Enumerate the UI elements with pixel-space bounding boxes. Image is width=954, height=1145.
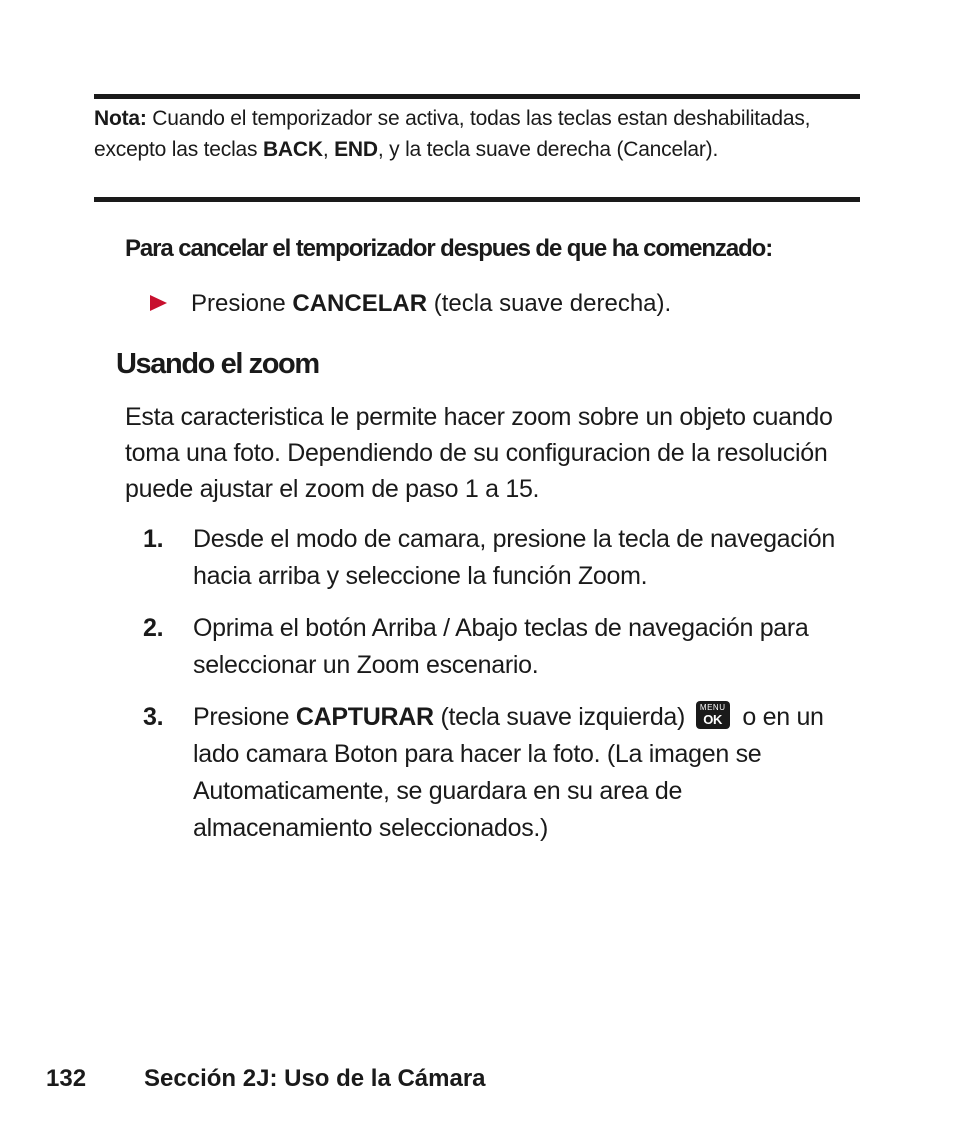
menu-key-top: MENU bbox=[699, 703, 726, 713]
section-title: Sección 2J: Uso de la Cámara bbox=[144, 1065, 486, 1092]
step-number: 2. bbox=[143, 614, 164, 642]
step-1 bbox=[143, 521, 860, 595]
cancel-bullet-prefix: Presione bbox=[191, 290, 293, 317]
note-key-end: END bbox=[334, 138, 378, 161]
zoom-heading: Usando el zoom bbox=[116, 348, 319, 380]
step-number: 3. bbox=[143, 703, 164, 731]
note-text-1: Cuando el temporizador se activa, todas las teclas estan deshabilitadas, excepto las teclas bbox=[94, 107, 811, 161]
page-footer bbox=[46, 1062, 486, 1096]
step-3-key: CAPTURAR bbox=[295, 703, 434, 731]
step-3-middle: (tecla suave izquierda) bbox=[433, 703, 692, 731]
step-3-prefix: Presione bbox=[193, 703, 296, 731]
cancel-bullet bbox=[150, 287, 671, 321]
menu-ok-key-icon bbox=[696, 701, 730, 729]
zoom-intro: Esta caracteristica le permite hacer zoom sobre un objeto cuando toma una foto. Dependiendo de su configuracion de la resolución puede ajustar el zoom de paso 1 a 15. bbox=[125, 403, 833, 503]
step-3-suffix: o en un lado camara Boton para hacer la foto. (La imagen se Automaticamente, se guardara en su area de almacenamiento seleccionados.) bbox=[193, 703, 824, 842]
step-text: Desde el modo de camara, presione la tecla de navegación hacia arriba y seleccione la función Zoom. bbox=[193, 525, 835, 590]
note-key-back: BACK bbox=[262, 138, 323, 161]
step-text bbox=[193, 699, 860, 847]
step-number: 1. bbox=[143, 525, 164, 553]
step-2 bbox=[143, 610, 860, 684]
cancel-bullet-key: CANCELAR bbox=[292, 290, 428, 317]
page-number: 132 bbox=[46, 1065, 87, 1092]
menu-key-bottom: OK bbox=[703, 712, 723, 728]
note-text-2: , y la tecla suave derecha (Cancelar). bbox=[377, 138, 719, 161]
step-3 bbox=[143, 699, 860, 847]
note-separator: , bbox=[322, 138, 335, 161]
cancel-heading: Para cancelar el temporizador despues de que ha comenzado: bbox=[125, 235, 773, 262]
cancel-bullet-suffix: (tecla suave derecha). bbox=[427, 290, 672, 317]
step-text: Oprima el botón Arriba / Abajo teclas de navegación para seleccionar un Zoom escenario. bbox=[193, 614, 809, 679]
triangle-bullet-icon bbox=[150, 295, 167, 311]
note-label: Nota: bbox=[94, 107, 147, 130]
note-box bbox=[94, 94, 860, 202]
